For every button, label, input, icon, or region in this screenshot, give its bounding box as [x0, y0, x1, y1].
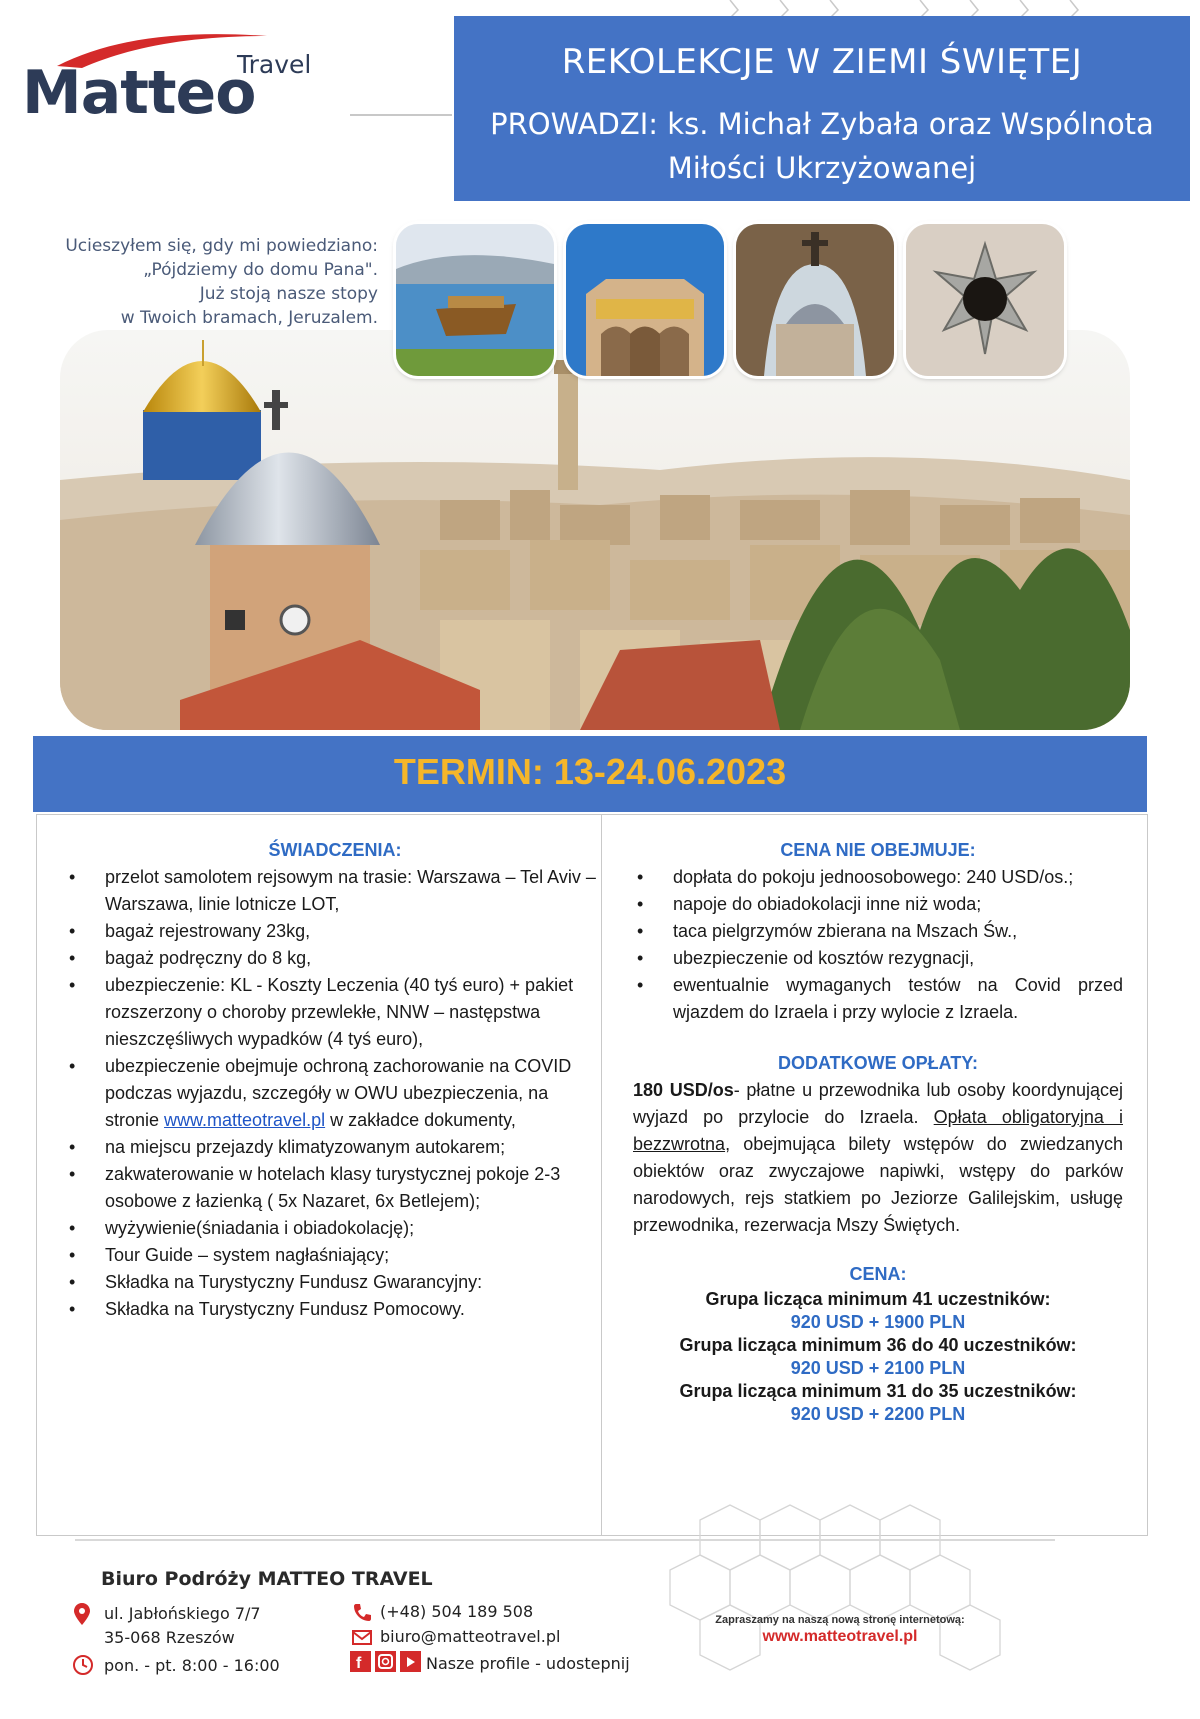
galilee-boat-image	[396, 224, 554, 376]
footer-address-line1: ul. Jabłońskiego 7/7	[104, 1604, 261, 1623]
list-item: • bagaż podręczny do 8 kg,	[65, 945, 605, 972]
list-item: • bagaż rejestrowany 23kg,	[65, 918, 605, 945]
date-banner	[33, 736, 1147, 812]
list-item: • Składka na Turystyczny Fundusz Gwarancyjny:	[65, 1269, 605, 1296]
price-value: 920 USD + 1900 PLN	[790, 1312, 966, 1332]
list-item: • ubezpieczenie od kosztów rezygnacji,	[633, 945, 1123, 972]
logo-brand: Matteo	[22, 58, 256, 128]
price-list	[633, 1288, 1123, 1426]
social-icons	[350, 1651, 422, 1673]
trip-date: TERMIN: 13-24.06.2023	[393, 751, 787, 792]
location-pin-icon	[74, 1603, 90, 1625]
extra-fee-desc-2: , obejmująca bilety wstępów do zwiedzanych obiektów oraz zwyczajowe napiwki, wstępy do parków narodowych, rejs statkiem po Jeziorze Galilejskim, usługę przewodnika, rezerwacja Mszy Świętych.	[633, 1134, 1123, 1235]
website-invite: Zapraszamy na naszą nową stronę internetową:	[715, 1614, 965, 1626]
extra-fees-text	[633, 1077, 1123, 1239]
list-item: • Składka na Turystyczny Fundusz Pomocowy.	[65, 1296, 605, 1323]
list-item: • Tour Guide – system nagłaśniający;	[65, 1242, 605, 1269]
psalm-quote	[60, 234, 378, 330]
header-box	[454, 16, 1190, 201]
extra-fee-desc: - płatne u przewodnika lub osoby koordynującej wyjazd po przylocie do Izraela.	[633, 1080, 1123, 1127]
clock-icon	[72, 1654, 94, 1676]
website-url[interactable]: www.matteotravel.pl	[762, 1628, 918, 1645]
included-list	[65, 864, 605, 1323]
covid-text-end: w zakładce dokumenty,	[325, 1110, 516, 1130]
email-icon	[352, 1627, 372, 1647]
svg-text:f: f	[356, 1655, 362, 1672]
details-box	[36, 814, 1148, 1536]
list-item: • taca pielgrzymów zbierana na Mszach Św.,	[633, 918, 1123, 945]
phone-icon	[352, 1602, 372, 1622]
footer-hours: pon. - pt. 8:00 - 16:00	[104, 1656, 280, 1675]
price-value: 920 USD + 2100 PLN	[790, 1358, 966, 1378]
decorative-line	[350, 114, 452, 116]
included-heading: ŚWIADCZENIA:	[268, 840, 402, 860]
footer-address-line2: 35-068 Rzeszów	[104, 1628, 235, 1647]
price-group: Grupa licząca minimum 31 do 35 uczestników:	[679, 1381, 1077, 1401]
header-lead	[454, 102, 1190, 190]
photo-collage	[60, 220, 1130, 730]
list-item: • wyżywienie(śniadania i obiadokolację);	[65, 1215, 605, 1242]
website-link[interactable]: www.matteotravel.pl	[164, 1110, 326, 1130]
lead-line-2: Miłości Ukrzyżowanej	[667, 151, 977, 185]
quote-line: Już stoją nasze stopy	[199, 284, 378, 304]
quote-line: „Pójdziemy do domu Pana".	[143, 260, 378, 280]
quote-line: w Twoich bramach, Jeruzalem.	[120, 308, 378, 328]
price-group: Grupa licząca minimum 41 uczestników:	[705, 1289, 1051, 1309]
included-services-column	[65, 837, 605, 1323]
not-included-column	[633, 837, 1123, 1426]
hexagon-pattern-bottom	[660, 1500, 1040, 1710]
list-item: • na miejscu przejazdy klimatyzowanym autokarem;	[65, 1134, 605, 1161]
matteo-travel-logo	[22, 30, 312, 130]
page-title: REKOLEKCJE W ZIEMI ŚWIĘTEJ	[561, 42, 1083, 82]
footer-email[interactable]: biuro@matteotravel.pl	[380, 1627, 561, 1646]
logo-tagline: Travel	[237, 50, 312, 79]
price-group: Grupa licząca minimum 36 do 40 uczestników:	[679, 1335, 1077, 1355]
list-item: • zakwaterowanie w hotelach klasy turystycznej pokoje 2-3 osobowe z łazienką ( 5x Nazaret, 6x Betlejem);	[65, 1161, 605, 1215]
not-included-list	[633, 864, 1123, 1026]
church-of-all-nations-image	[566, 224, 724, 376]
list-item-covid	[65, 1053, 605, 1134]
not-included-heading: CENA NIE OBEJMUJE:	[780, 840, 976, 860]
jerusalem-arch-image	[736, 224, 894, 376]
footer-divider	[75, 1539, 1055, 1541]
extra-fee-mandatory: Opłata obligatoryjna i bezzwrotna	[633, 1107, 1123, 1154]
footer-social-text[interactable]: Nasze profile - udostepnij	[426, 1654, 630, 1673]
list-item: • przelot samolotem rejsowym na trasie: Warszawa – Tel Aviv – Warszawa, linie lotnicze LOT,	[65, 864, 605, 918]
covid-text: ubezpieczenie obejmuje ochroną zachorowanie na COVID podczas wyjazdu, szczegóły w OWU ubezpieczenia, na stronie	[105, 1056, 572, 1130]
footer-phone[interactable]: (+48) 504 189 508	[380, 1602, 534, 1621]
price-value: 920 USD + 2200 PLN	[790, 1404, 966, 1424]
lead-line-1: PROWADZI: ks. Michał Zybała oraz Wspólnota	[490, 107, 1154, 141]
price-heading: CENA:	[849, 1264, 907, 1284]
footer-company: Biuro Podróży MATTEO TRAVEL	[101, 1568, 433, 1590]
list-item: • napoje do obiadokolacji inne niż woda;	[633, 891, 1123, 918]
bethlehem-star-image	[906, 224, 1064, 376]
jerusalem-panorama-image	[60, 330, 1130, 730]
list-item: • dopłata do pokoju jednoosobowego: 240 USD/os.;	[633, 864, 1123, 891]
quote-line: Ucieszyłem się, gdy mi powiedziano:	[65, 236, 378, 256]
list-item: • ewentualnie wymaganych testów na Covid przed wjazdem do Izraela i przy wylocie z Izraela.	[633, 972, 1123, 1026]
list-item: • ubezpieczenie: KL - Koszty Leczenia (40 tyś euro) + pakiet rozszerzony o choroby przewlekłe, NNW – następstwa nieszczęśliwych wypadków (4 tyś euro),	[65, 972, 605, 1053]
extra-fee-amount: 180 USD/os	[633, 1080, 734, 1100]
extra-fees-heading: DODATKOWE OPŁATY:	[778, 1053, 978, 1073]
